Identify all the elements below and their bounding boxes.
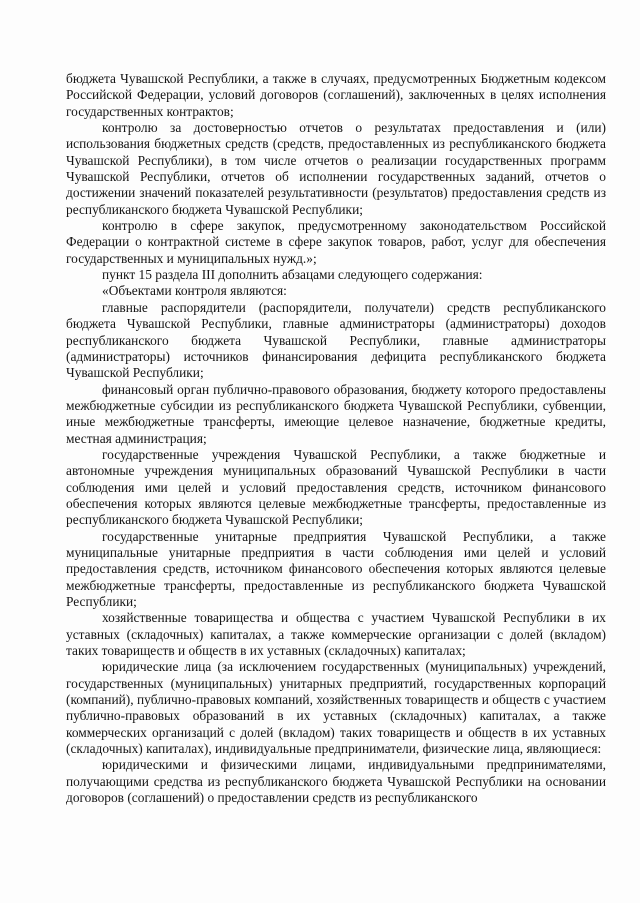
paragraph-business-partnerships: хозяйственные товарищества и общества с участием Чувашской Республики в их уставных (складочных) капиталах, а также коммерческие организации с долей (вкладом) таких товариществ и обществ в их уставных (складочных) капиталах; bbox=[66, 610, 606, 659]
paragraph-amendment-intro: пункт 15 раздела III дополнить абзацами следующего содержания: bbox=[102, 267, 483, 283]
paragraph-legal-entities: юридические лица (за исключением государственных (муниципальных) учреждений, государственных (муниципальных) унитарных предприятий, государственных корпораций (компаний), публично-правовых компаний, хозяйственных товариществ и обществ с участием публично-правовых образований в их уставных (складочных) капиталах, а также коммерческих организаций с долей (вкладом) таких товариществ и обществ в их уставных (складочных) капиталах), индивидуальные предприниматели, физические лица, являющиеся: bbox=[66, 659, 606, 757]
paragraph-state-institutions: государственные учреждения Чувашской Республики, а также бюджетные и автономные учреждения муниципальных образований Чувашской Республики в части соблюдения ими целей и условий предоставления средств, источником финансового обеспечения которых являются целевые межбюджетные трансферты, предоставленные из республиканского бюджета Чувашской Республики; bbox=[66, 446, 606, 528]
paragraph-chief-managers: главные распорядители (распорядители, получатели) средств республиканского бюджета Чувашской Республики, главные администраторы (администраторы) доходов республиканского бюджета Чувашской Республики, главные администраторы (администраторы) источников финансирования дефицита республиканского бюджета Чувашской Республики; bbox=[66, 299, 606, 381]
paragraph-continuation: бюджета Чувашской Республики, а также в случаях, предусмотренных Бюджетным кодексом Российской Федерации, условий договоров (соглашений), заключенных в целях исполнения государственных контрактов; bbox=[66, 71, 606, 119]
paragraph-reports-control: контролю за достоверностью отчетов о результатах предоставления и (или) использования бюджетных средств (средств, предоставленных из республиканского бюджета Чувашской Республики), в том числе отчетов о реализации государственных программ Чувашской Республики, отчетов об исполнении государственных заданий, отчетов о достижении значений показателей результативности (результатов) предоставления средств из республиканского бюджета Чувашской Республики; bbox=[66, 120, 606, 217]
paragraph-control-objects-heading: «Объектами контроля являются: bbox=[102, 283, 287, 299]
document-body bbox=[66, 71, 606, 806]
paragraph-financial-body: финансовый орган публично-правового образования, бюджету которого предоставлены межбюджетные субсидии из республиканского бюджета Чувашской Республики, субвенции, иные межбюджетные трансферты, имеющие целевое назначение, бюджетные кредиты, местная администрация; bbox=[66, 381, 606, 446]
paragraph-recipients: юридическими и физическими лицами, индивидуальными предпринимателями, получающими средства из республиканского бюджета Чувашской Республики на основании договоров (соглашений) о предоставлении средств из республиканского bbox=[66, 757, 606, 806]
paragraph-procurement-control: контролю в сфере закупок, предусмотренному законодательством Российской Федерации о контрактной системе в сфере закупок товаров, работ, услуг для обеспечения государственных и муниципальных нужд.»; bbox=[66, 218, 606, 266]
paragraph-unitary-enterprises: государственные унитарные предприятия Чувашской Республики, а также муниципальные унитарные предприятия в части соблюдения ими целей и условий предоставления средств, источником финансового обеспечения которых являются целевые межбюджетные трансферты, предоставленные из республиканского бюджета Чувашской Республики; bbox=[66, 528, 606, 609]
